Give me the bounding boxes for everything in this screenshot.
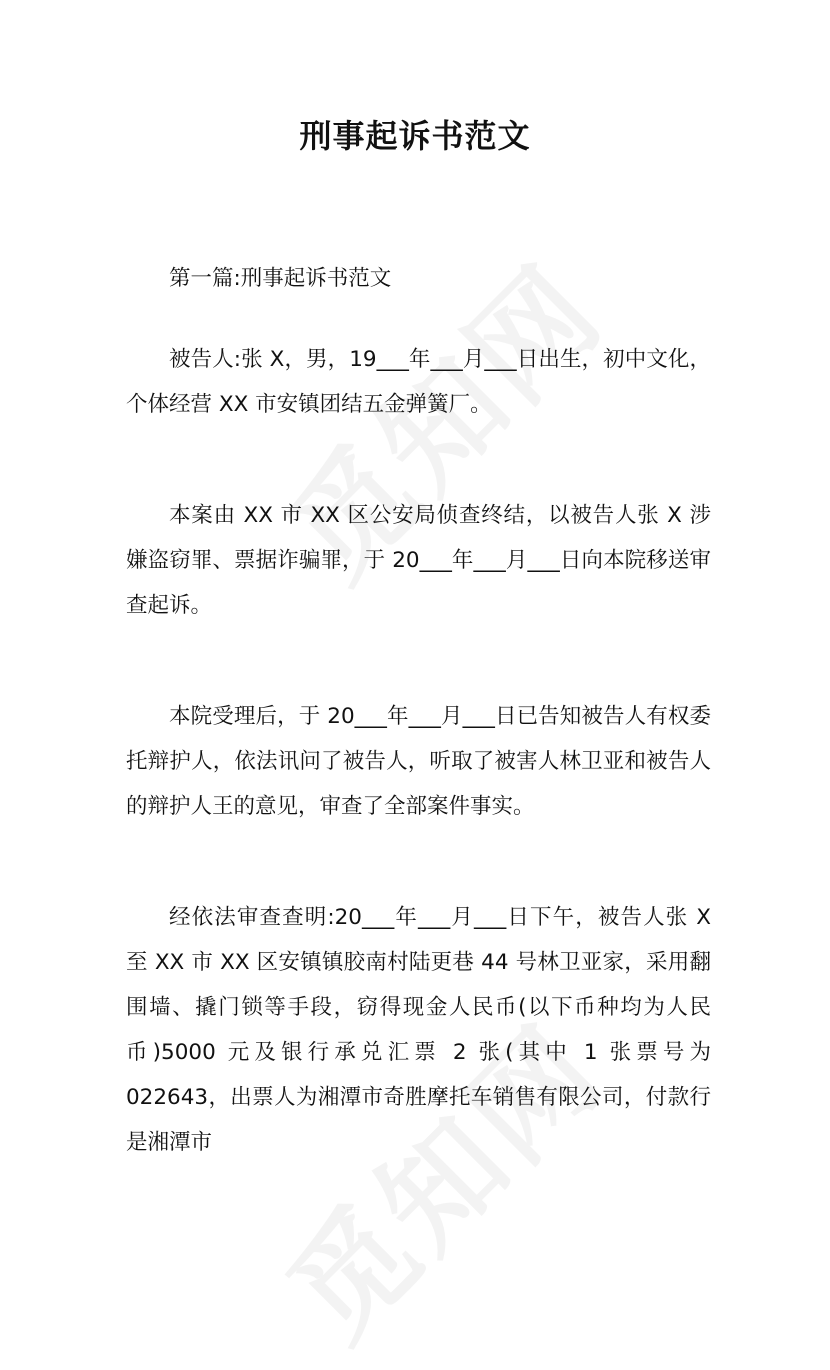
- document-body: [126, 256, 711, 1231]
- findings-paragraph: 经依法审查查明:20___年___月___日下午，被告人张 X 至 XX 市 XX 区安镇镇胶南村陆更巷 44 号林卫亚家，采用翻围墙、撬门锁等手段，窃得现金人民币(以下币种均为人民币)5000 元及银行承兑汇票 2 张(其中 1 张票号为 022643，出票人为湘潭市奇胜摩托车销售有限公司，付款行是湘潭市: [126, 905, 711, 1155]
- acceptance-paragraph: 本院受理后，于 20___年___月___日已告知被告人有权委托辩护人，依法讯问了被告人，听取了被害人林卫亚和被告人的辩护人王的意见，审查了全部案件事实。: [126, 704, 711, 819]
- section-heading: 第一篇:刑事起诉书范文: [169, 266, 392, 291]
- document-title: 刑事起诉书范文: [299, 117, 531, 155]
- case-origin-paragraph: 本案由 XX 市 XX 区公安局侦查终结，以被告人张 X 涉嫌盗窃罪、票据诈骗罪，于 20___年___月___日向本院移送审查起诉。: [126, 503, 711, 618]
- defendant-paragraph: 被告人:张 X，男，19___年___月___日出生，初中文化，个体经营 XX 市安镇团结五金弹簧厂。: [126, 347, 711, 417]
